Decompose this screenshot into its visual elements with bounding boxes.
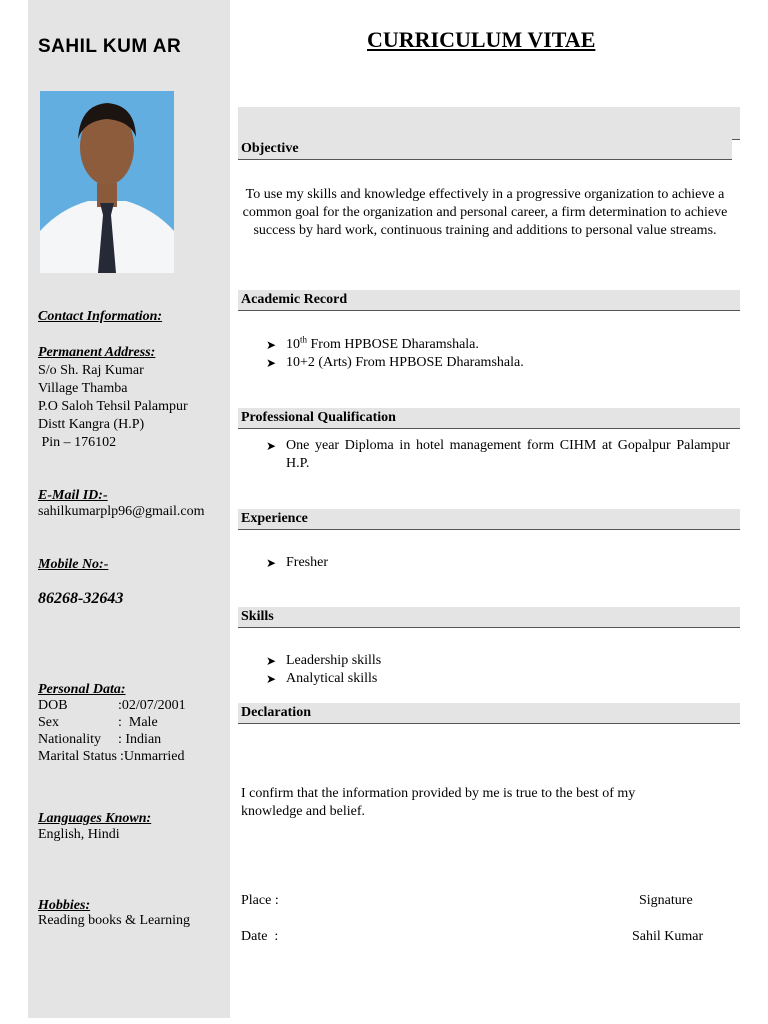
objective-heading: Objective <box>241 141 299 156</box>
signature-name: Sahil Kumar <box>632 929 704 944</box>
skills-heading: Skills <box>241 609 274 624</box>
academic-item-rest: From HPBOSE Dharamshala. <box>307 337 479 352</box>
academic-item-pre: 10 <box>286 337 300 352</box>
hobbies-value: Reading books & Learning <box>38 913 191 928</box>
academic-section-bar <box>238 290 740 311</box>
skills-item-text: Leadership skills <box>286 653 382 668</box>
languages-value: English, Hindi <box>38 827 120 842</box>
list-item <box>266 437 730 473</box>
signature-label: Signature <box>639 893 693 908</box>
address-line: Distt Kangra (H.P) <box>38 417 145 432</box>
languages-heading: Languages Known: <box>38 811 152 826</box>
arrow-bullet-icon: ➤ <box>266 338 277 352</box>
declaration-heading: Declaration <box>241 705 311 720</box>
academic-item-sup: th <box>300 334 308 345</box>
page-title: CURRICULUM VITAE <box>367 27 596 52</box>
arrow-bullet-icon: ➤ <box>266 439 277 453</box>
mobile-heading: Mobile No:- <box>38 557 109 572</box>
place-label: Place : <box>241 893 279 908</box>
experience-section-bar <box>238 509 740 530</box>
personal-value: :02/07/2001 <box>118 698 186 713</box>
experience-heading: Experience <box>241 511 308 526</box>
personal-row <box>38 714 186 731</box>
objective-text: To use my skills and knowledge effectively in a progressive organization to achieve a common goal for the organization and personal career, a firm determination to achieve success by hard work, continuous training and additions to personal value streams. <box>242 187 728 238</box>
contact-heading: Contact Information: <box>38 309 163 324</box>
address-line: S/o Sh. Raj Kumar <box>38 363 144 378</box>
candidate-name: SAHIL KUM AR <box>38 36 182 57</box>
skills-item-text: Analytical skills <box>286 671 378 686</box>
personal-value: :Unmarried <box>119 749 185 764</box>
academic-item-text <box>286 336 479 354</box>
personal-label: DOB <box>38 698 68 713</box>
personal-value: : Male <box>118 715 158 730</box>
arrow-bullet-icon: ➤ <box>266 556 277 570</box>
academic-heading: Academic Record <box>241 292 348 307</box>
address-line: Pin – 176102 <box>38 435 117 450</box>
address-line: Village Thamba <box>38 381 128 396</box>
personal-label: Nationality <box>38 732 101 747</box>
academic-item-text: 10+2 (Arts) From HPBOSE Dharamshala. <box>286 355 524 370</box>
declaration-section-bar <box>238 703 740 724</box>
personal-row <box>38 697 186 714</box>
personal-label: Marital Status <box>38 749 117 764</box>
personal-label: Sex <box>38 715 59 730</box>
personal-row <box>38 731 186 748</box>
profile-photo <box>40 91 174 273</box>
personal-heading: Personal Data: <box>38 682 126 697</box>
email-heading: E-Mail ID:- <box>38 488 108 503</box>
mobile-value: 86268-32643 <box>38 590 124 607</box>
date-label: Date : <box>241 929 279 944</box>
address-heading: Permanent Address: <box>38 345 156 360</box>
objective-section-bar <box>238 139 732 160</box>
academic-list <box>266 336 726 372</box>
experience-list <box>266 554 328 572</box>
list-item <box>266 354 726 372</box>
professional-section-bar <box>238 408 740 429</box>
address-block <box>38 362 188 452</box>
personal-data <box>38 697 186 765</box>
list-item <box>266 554 328 572</box>
arrow-bullet-icon: ➤ <box>266 672 277 686</box>
list-item <box>266 652 381 670</box>
email-value: sahilkumarplp96@gmail.com <box>38 504 205 519</box>
skills-section-bar <box>238 607 740 628</box>
professional-heading: Professional Qualification <box>241 410 396 425</box>
arrow-bullet-icon: ➤ <box>266 654 277 668</box>
header-band <box>238 107 740 140</box>
declaration-text: I confirm that the information provided by me is true to the best of my knowledge and belief. <box>241 786 636 819</box>
list-item <box>266 336 726 354</box>
address-line: P.O Saloh Tehsil Palampur <box>38 399 188 414</box>
experience-item-text: Fresher <box>286 555 328 570</box>
professional-item-text: One year Diploma in hotel management form CIHM at Gopalpur Palampur H.P. <box>286 438 730 471</box>
personal-row <box>38 748 186 765</box>
hobbies-heading: Hobbies: <box>38 898 91 913</box>
list-item <box>266 670 381 688</box>
arrow-bullet-icon: ➤ <box>266 356 277 370</box>
skills-list <box>266 652 381 688</box>
professional-list <box>266 437 730 473</box>
personal-value: : Indian <box>118 732 162 747</box>
